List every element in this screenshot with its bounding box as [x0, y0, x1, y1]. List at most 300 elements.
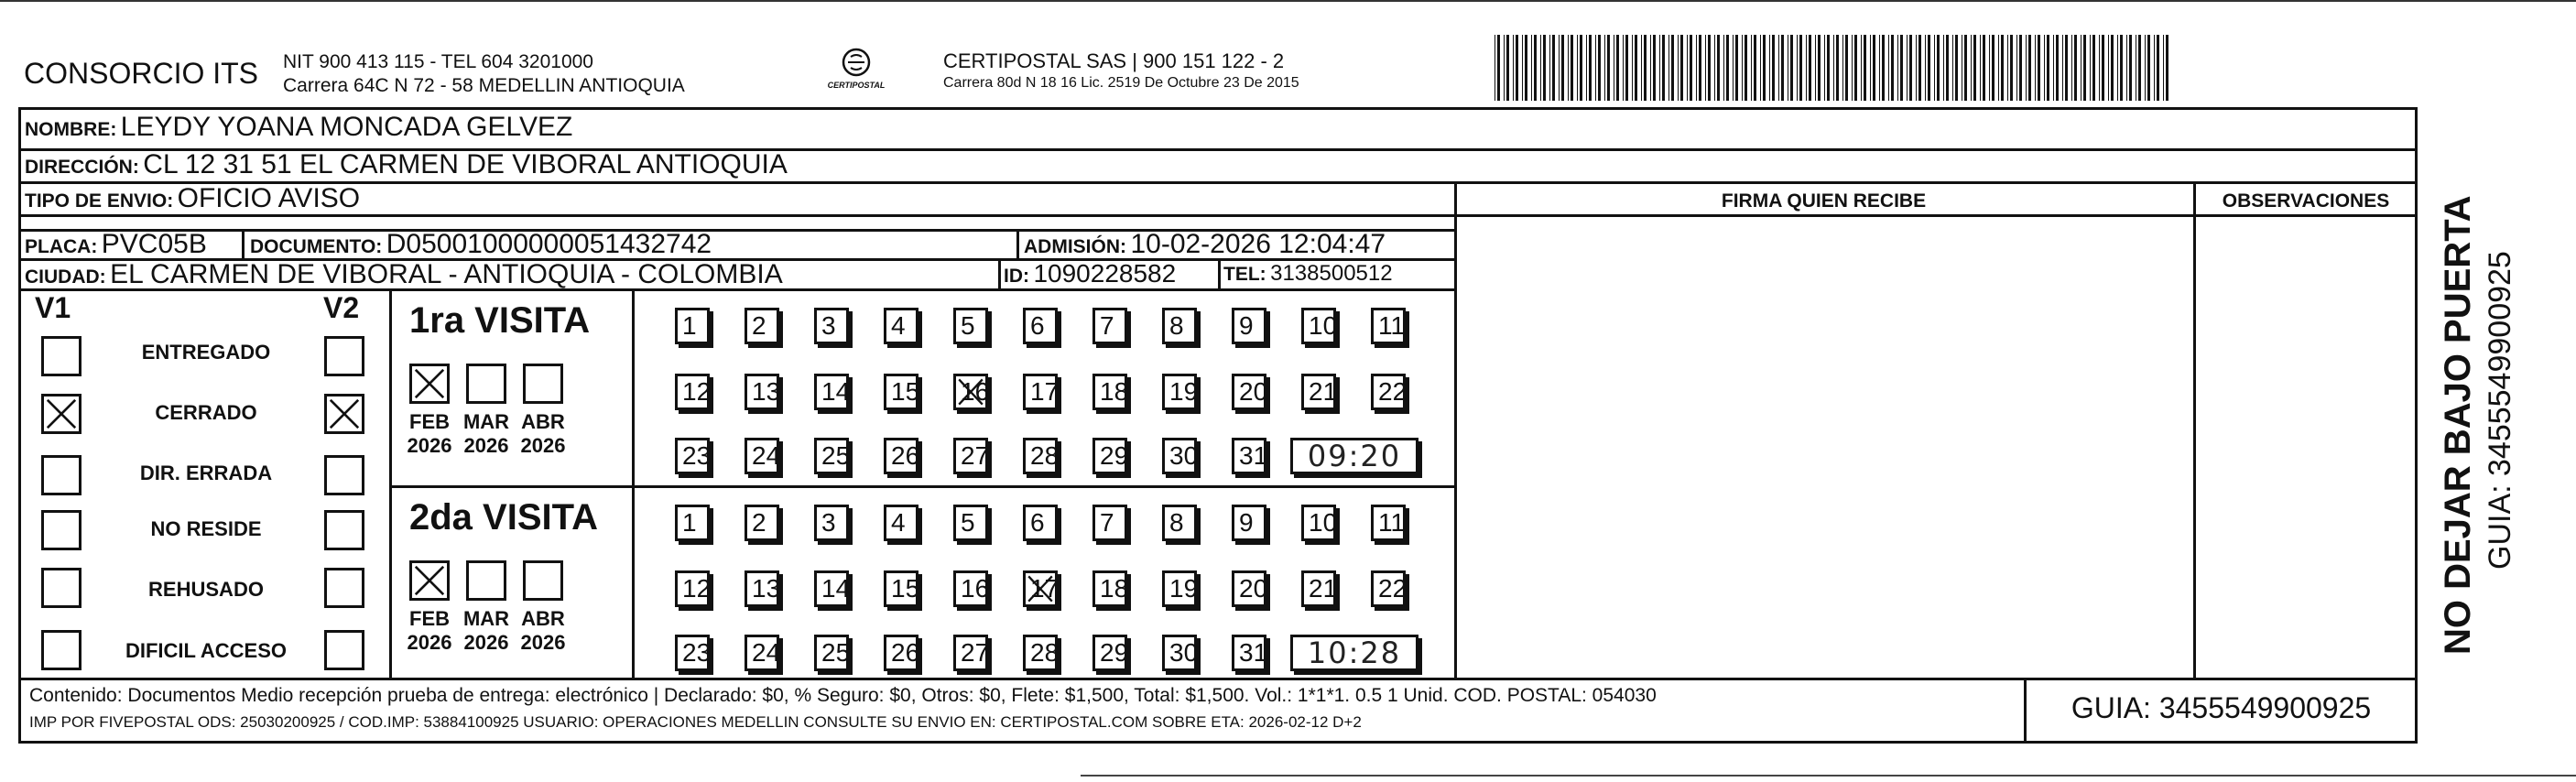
barcode-bar [1513, 35, 1514, 101]
barcode-bar [1928, 35, 1930, 101]
day-box[interactable] [814, 570, 849, 607]
barcode-bar [1760, 35, 1761, 101]
nombre-label: NOMBRE: [25, 119, 117, 140]
day-box[interactable] [1162, 635, 1197, 671]
day-box[interactable] [1162, 308, 1197, 344]
company-address: Carrera 64C N 72 - 58 MEDELLIN ANTIOQUIA [283, 75, 685, 96]
tel-row [1223, 261, 1393, 287]
day-box[interactable] [1162, 505, 1197, 541]
v1-checkbox[interactable] [41, 455, 82, 495]
barcode-bar [1836, 35, 1839, 101]
day-box[interactable] [745, 308, 779, 344]
barcode-bar [1561, 35, 1564, 101]
day-number: 11 [1378, 311, 1406, 340]
admision-label: ADMISIÓN: [1024, 236, 1126, 257]
day-box[interactable] [884, 308, 918, 344]
barcode-bar [1662, 35, 1665, 101]
month-checkbox[interactable] [409, 560, 450, 601]
day-box[interactable] [1162, 570, 1197, 607]
day-box[interactable] [814, 635, 849, 671]
barcode-bar [1952, 35, 1953, 101]
day-number: 9 [1239, 508, 1254, 537]
day-box[interactable] [1162, 374, 1197, 410]
v1-checkbox[interactable] [41, 510, 82, 550]
day-number: 29 [1100, 638, 1129, 667]
barcode-bar [1809, 35, 1811, 101]
barcode-bar [2102, 35, 2104, 101]
day-box[interactable] [675, 438, 710, 474]
day-box[interactable] [1371, 308, 1406, 344]
barcode-bar [2035, 35, 2036, 101]
barcode-bar [1699, 35, 1701, 101]
barcode-bar [1616, 35, 1619, 101]
day-box[interactable] [1023, 570, 1058, 607]
v2-checkbox[interactable] [324, 630, 364, 670]
barcode-bar [1586, 35, 1587, 101]
barcode-bar [2038, 35, 2040, 101]
visit-title: 1ra VISITA [409, 300, 591, 341]
barcode-bar [1726, 35, 1729, 101]
day-number: 16 [961, 574, 990, 603]
barcode-bar [1745, 35, 1747, 101]
day-box[interactable] [1023, 438, 1058, 474]
barcode-bar [2111, 35, 2114, 101]
barcode-bar [1687, 35, 1688, 101]
month-checkbox[interactable] [409, 364, 450, 404]
observaciones-header: OBSERVACIONES [2222, 190, 2390, 212]
month-label [398, 410, 461, 458]
certipostal-logo-text: CERTIPOSTAL [827, 81, 886, 90]
barcode-bar [1659, 35, 1660, 101]
documento-label: DOCUMENTO: [250, 236, 383, 257]
day-box[interactable] [953, 374, 988, 410]
footer-guia: GUIA: 3455549900925 [2071, 691, 2372, 724]
day-number: 2 [752, 311, 766, 340]
divider [1016, 229, 1019, 259]
day-number: 10 [1309, 311, 1338, 340]
day-number: 14 [821, 377, 851, 406]
day-number: 9 [1239, 311, 1254, 340]
barcode-bar [2001, 35, 2004, 101]
direccion-row [25, 149, 788, 180]
month-year: 2026 [407, 631, 452, 654]
scan-edge [0, 0, 2576, 2]
status-label: REHUSADO [148, 578, 264, 601]
day-box[interactable] [675, 374, 710, 410]
barcode-bar [1589, 35, 1592, 101]
day-number: 12 [682, 377, 712, 406]
v2-checkbox[interactable] [324, 568, 364, 608]
day-box[interactable] [675, 308, 710, 344]
day-box[interactable] [953, 438, 988, 474]
barcode-bar [1607, 35, 1610, 101]
barcode-bar [1799, 35, 1802, 101]
day-number: 13 [752, 377, 781, 406]
certipostal-logo [820, 44, 893, 99]
barcode-bar [1955, 35, 1958, 101]
day-number: 1 [682, 508, 697, 537]
day-box[interactable] [745, 374, 779, 410]
barcode-bar [1650, 35, 1651, 101]
day-box[interactable] [1232, 374, 1266, 410]
day-box[interactable] [1092, 374, 1127, 410]
barcode-bar [1909, 35, 1912, 101]
barcode-bar [1522, 35, 1523, 101]
v1-checkbox[interactable] [41, 630, 82, 670]
barcode-bar [1873, 35, 1875, 101]
day-number: 16 [961, 377, 990, 406]
barcode-bar [1543, 35, 1546, 101]
barcode-bar [1778, 35, 1779, 101]
day-box[interactable] [1092, 635, 1127, 671]
month-name: FEB [409, 410, 450, 433]
barcode-bar [1733, 35, 1734, 101]
day-box[interactable] [884, 505, 918, 541]
day-box[interactable] [1092, 308, 1127, 344]
month-checkbox[interactable] [466, 560, 506, 601]
ciudad-label: CIUDAD: [25, 266, 106, 288]
status-label: NO RESIDE [150, 517, 262, 540]
day-number: 3 [821, 508, 836, 537]
barcode-bar [2007, 35, 2008, 101]
day-number: 15 [891, 574, 920, 603]
barcode-bar [1705, 35, 1706, 101]
month-checkbox[interactable] [466, 364, 506, 404]
day-box[interactable] [884, 438, 918, 474]
day-box[interactable] [1023, 374, 1058, 410]
nombre-row [25, 112, 572, 143]
barcode-bar [2053, 35, 2054, 101]
side-guia-text: GUIA: 3455549900925 [2483, 251, 2517, 570]
day-number: 8 [1169, 508, 1184, 537]
day-box[interactable] [953, 635, 988, 671]
barcode-bar [1635, 35, 1637, 101]
day-box[interactable] [814, 308, 849, 344]
barcode-bar [1934, 35, 1935, 101]
divider [389, 485, 1456, 488]
day-box[interactable] [1092, 570, 1127, 607]
tel-label: TEL: [1223, 264, 1266, 285]
day-number: 21 [1309, 574, 1338, 603]
barcode-bar [1897, 35, 1898, 101]
barcode-bar [1842, 35, 1843, 101]
barcode-bar [2138, 35, 2141, 101]
day-box[interactable] [1371, 570, 1406, 607]
day-box[interactable] [884, 570, 918, 607]
tel-value: 3138500512 [1270, 261, 1393, 286]
day-number: 22 [1378, 574, 1408, 603]
barcode-bar [1623, 35, 1624, 101]
footer-content: Contenido: Documentos Medio recepción prueba de entrega: electrónico | Declarado: $0, % Seguro: $0, Otros: $0, Flete: $1,500, Total: $1,500. Vol.: 1*1*1. 0.5 1 Unid. COD. POSTAL: 054030 [29, 685, 1657, 706]
month-name: FEB [409, 607, 450, 630]
day-number: 6 [1030, 311, 1045, 340]
barcode-bar [2065, 35, 2068, 101]
ciudad-row [25, 259, 783, 290]
month-name: ABR [521, 410, 565, 433]
day-box[interactable] [675, 570, 710, 607]
barcode-bar [2044, 35, 2045, 101]
day-box[interactable] [1092, 438, 1127, 474]
barcode-bar [1864, 35, 1866, 101]
day-box[interactable] [1301, 505, 1336, 541]
day-number: 12 [682, 574, 712, 603]
barcode-bar [1763, 35, 1766, 101]
day-number: 4 [891, 508, 906, 537]
barcode-bar [1549, 35, 1550, 101]
time-box[interactable]: 10:28 [1290, 635, 1418, 671]
day-number: 26 [891, 441, 920, 470]
barcode-bar [1506, 35, 1509, 101]
barcode-bar [1845, 35, 1848, 101]
barcode-bar [2166, 35, 2168, 101]
footer-imp: IMP POR FIVEPOSTAL ODS: 25030200925 / COD.IMP: 53884100925 USUARIO: OPERACIONES MEDELLIN CONSULTE SU ENVIO EN: CERTIPOSTAL.COM SOBRE ETA: 2026-02-12 D+2 [29, 713, 1362, 731]
day-number: 28 [1030, 638, 1060, 667]
day-box[interactable] [675, 505, 710, 541]
barcode-bar [1879, 35, 1880, 101]
barcode-bar [1525, 35, 1527, 101]
day-number: 23 [682, 441, 712, 470]
barcode-bar [1888, 35, 1889, 101]
barcode-bar [2099, 35, 2100, 101]
barcode-bar [2157, 35, 2159, 101]
barcode-bar [1668, 35, 1669, 101]
v1-header: V1 [35, 291, 71, 324]
barcode-bar [2163, 35, 2164, 101]
day-number: 31 [1239, 441, 1268, 470]
certipostal-address: Carrera 80d N 18 16 Lic. 2519 De Octubre 23 De 2015 [943, 75, 1299, 91]
day-box[interactable] [1301, 308, 1336, 344]
day-box[interactable] [953, 308, 988, 344]
month-label [512, 607, 574, 655]
v1-checkbox[interactable] [41, 336, 82, 376]
barcode-bar [1815, 35, 1816, 101]
status-label: ENTREGADO [141, 341, 271, 364]
barcode-bar [1625, 35, 1628, 101]
month-checkbox[interactable] [523, 364, 563, 404]
divider [2193, 181, 2196, 680]
barcode-bar [1916, 35, 1917, 101]
barcode-bar [1861, 35, 1862, 101]
admision-value: 10-02-2026 12:04:47 [1130, 229, 1386, 259]
day-box[interactable] [745, 505, 779, 541]
v2-checkbox[interactable] [324, 336, 364, 376]
scan-edge [1081, 775, 2576, 777]
month-year: 2026 [520, 631, 566, 654]
day-number: 23 [682, 638, 712, 667]
barcode-bar [1571, 35, 1573, 101]
time-box[interactable]: 09:20 [1290, 438, 1418, 474]
barcode-bar [2108, 35, 2109, 101]
v1-checkbox[interactable] [41, 568, 82, 608]
day-number: 27 [961, 441, 990, 470]
tipo-value: OFICIO AVISO [177, 183, 361, 213]
day-box[interactable] [1232, 505, 1266, 541]
barcode-bar [1882, 35, 1885, 101]
day-number: 7 [1100, 508, 1114, 537]
day-box[interactable] [884, 374, 918, 410]
barcode-bar [1559, 35, 1560, 101]
barcode-bar [1971, 35, 1972, 101]
day-box[interactable] [745, 635, 779, 671]
barcode-bar [1989, 35, 1990, 101]
day-box[interactable] [1023, 308, 1058, 344]
day-number: 1 [682, 311, 697, 340]
status-label: DIFICIL ACCESO [125, 639, 287, 662]
barcode-bar [2126, 35, 2127, 101]
day-number: 18 [1100, 377, 1129, 406]
barcode-bar [2071, 35, 2072, 101]
barcode-bar [1632, 35, 1633, 101]
barcode-bar [1925, 35, 1926, 101]
barcode-bar [1852, 35, 1853, 101]
day-number: 24 [752, 441, 781, 470]
barcode-bar [1964, 35, 1967, 101]
day-box[interactable] [953, 570, 988, 607]
day-box[interactable] [1232, 438, 1266, 474]
day-box[interactable] [884, 635, 918, 671]
barcode-bar [1918, 35, 1921, 101]
v2-checkbox[interactable] [324, 455, 364, 495]
barcode-bar [2147, 35, 2150, 101]
barcode-bar [1806, 35, 1807, 101]
placa-value: PVC05B [101, 229, 207, 259]
barcode-bar [1992, 35, 1994, 101]
day-number: 30 [1169, 638, 1199, 667]
day-number: 8 [1169, 311, 1184, 340]
barcode-bar [1497, 35, 1500, 101]
day-number: 5 [961, 311, 975, 340]
day-number: 11 [1378, 508, 1406, 537]
company-nit: NIT 900 413 115 - TEL 604 3201000 [283, 51, 593, 72]
tipo-row [25, 183, 360, 214]
side-guia [2482, 251, 2518, 570]
barcode-bar [1568, 35, 1569, 101]
barcode-bar [1870, 35, 1871, 101]
barcode-bar [2019, 35, 2022, 101]
day-box[interactable] [745, 438, 779, 474]
month-checkbox[interactable] [523, 560, 563, 601]
v2-checkbox[interactable] [324, 394, 364, 434]
day-box[interactable] [814, 438, 849, 474]
day-box[interactable] [745, 570, 779, 607]
barcode-bar [2145, 35, 2146, 101]
day-number: 17 [1030, 574, 1060, 603]
day-number: 25 [821, 441, 851, 470]
day-box[interactable] [953, 505, 988, 541]
day-box[interactable] [1371, 374, 1406, 410]
day-box[interactable] [1092, 505, 1127, 541]
day-box[interactable] [1232, 570, 1266, 607]
barcode-bar [1980, 35, 1981, 101]
barcode-bar [1644, 35, 1647, 101]
day-number: 19 [1169, 574, 1199, 603]
day-number: 14 [821, 574, 851, 603]
status-label: CERRADO [155, 401, 257, 424]
barcode-bar [1577, 35, 1578, 101]
barcode-bar [1717, 35, 1720, 101]
month-year: 2026 [463, 434, 509, 457]
month-year: 2026 [463, 631, 509, 654]
barcode-bar [1690, 35, 1692, 101]
month-year: 2026 [520, 434, 566, 457]
barcode-bar [1943, 35, 1944, 101]
day-number: 15 [891, 377, 920, 406]
day-box[interactable] [1301, 570, 1336, 607]
barcode-bar [1754, 35, 1756, 101]
barcode-bar [1854, 35, 1857, 101]
divider [389, 288, 392, 680]
documento-row [250, 229, 712, 260]
day-number: 6 [1030, 508, 1045, 537]
barcode-bar [2083, 35, 2086, 101]
day-box[interactable] [1023, 635, 1058, 671]
v1-checkbox[interactable] [41, 394, 82, 434]
barcode-bar [1937, 35, 1940, 101]
barcode-bar [1580, 35, 1582, 101]
day-box[interactable] [1232, 308, 1266, 344]
barcode-bar [1516, 35, 1518, 101]
barcode-bar [1827, 35, 1830, 101]
divider [18, 678, 2418, 680]
day-number: 13 [752, 574, 781, 603]
barcode-bar [2154, 35, 2155, 101]
v2-header: V2 [323, 291, 360, 324]
day-box[interactable] [1232, 635, 1266, 671]
divider [18, 181, 2418, 184]
side-warning [2438, 195, 2478, 655]
day-number: 4 [891, 311, 906, 340]
month-label [455, 410, 517, 458]
barcode-bar [1742, 35, 1743, 101]
day-number: 5 [961, 508, 975, 537]
barcode-bar [2047, 35, 2049, 101]
barcode [1495, 35, 2174, 101]
day-box[interactable] [675, 635, 710, 671]
barcode-bar [1781, 35, 1784, 101]
barcode-bar [2074, 35, 2077, 101]
day-box[interactable] [1301, 374, 1336, 410]
certipostal-name: CERTIPOSTAL SAS | 900 151 122 - 2 [943, 49, 1285, 72]
barcode-bar [1998, 35, 1999, 101]
barcode-bar [1900, 35, 1903, 101]
day-box[interactable] [814, 505, 849, 541]
divider [18, 214, 2418, 217]
barcode-bar [2056, 35, 2059, 101]
divider [1218, 258, 1221, 288]
day-number: 18 [1100, 574, 1129, 603]
v2-checkbox[interactable] [324, 510, 364, 550]
month-label [455, 607, 517, 655]
barcode-bar [1653, 35, 1656, 101]
barcode-bar [1504, 35, 1505, 101]
day-box[interactable] [814, 374, 849, 410]
divider [998, 258, 1001, 288]
visit-title: 2da VISITA [409, 497, 598, 538]
day-number: 17 [1030, 377, 1060, 406]
day-box[interactable] [1162, 438, 1197, 474]
day-box[interactable] [1023, 505, 1058, 541]
id-row [1004, 259, 1176, 288]
barcode-bar [2120, 35, 2123, 101]
barcode-bar [1531, 35, 1532, 101]
barcode-bar [1641, 35, 1642, 101]
side-warning-text: NO DEJAR BAJO PUERTA [2438, 195, 2478, 655]
barcode-bar [1723, 35, 1724, 101]
firma-header: FIRMA QUIEN RECIBE [1721, 190, 1927, 212]
day-box[interactable] [1371, 505, 1406, 541]
day-number: 22 [1378, 377, 1408, 406]
month-name: ABR [521, 607, 565, 630]
